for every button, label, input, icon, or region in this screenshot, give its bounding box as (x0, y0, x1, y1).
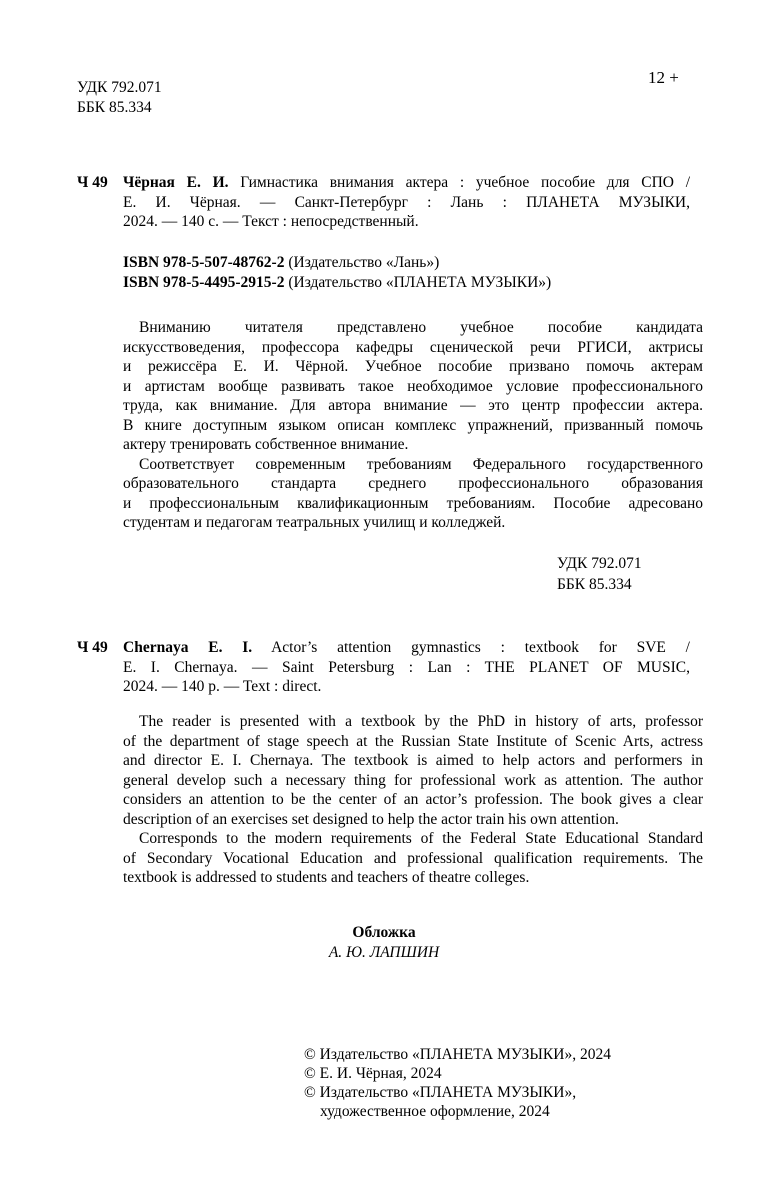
en-annotation-line: and director E. I. Chernaya. The textbook is aimed to help actors and performers in (123, 752, 703, 769)
copyright-line: © Е. И. Чёрная, 2024 (304, 1065, 442, 1082)
copyright-line: © Издательство «ПЛАНЕТА МУЗЫКИ», 2024 (304, 1046, 611, 1063)
ru-bibliographic-record (123, 173, 690, 232)
ru-annotation-line: образовательного стандарта среднего профессионального образования (123, 475, 703, 492)
age-rating: 12 + (648, 68, 679, 87)
cover-artist (0, 943, 768, 963)
isbn-lan-publisher: (Издательство «Лань») (288, 254, 440, 271)
ru-annotation-line: студентам и педагогам театральных училищ и колледжей. (123, 514, 506, 531)
ru-bbk: ББК 85.334 (557, 576, 632, 593)
copyright-block (304, 1045, 611, 1121)
cover-label-text: Обложка (352, 924, 416, 941)
isbn-lan: ISBN 978-5-507-48762-2 (123, 254, 285, 271)
en-annotation-line: The reader is presented with a textbook by the PhD in history of arts, professor (139, 713, 703, 730)
ru-annotation-line: искусствоведения, профессора кафедры сценической речи РГИСИ, актрисы (123, 338, 703, 356)
isbn-planeta-publisher: (Издательство «ПЛАНЕТА МУЗЫКИ») (288, 273, 552, 291)
ru-annotation-line: и артистам вообще развивать такое необходимое условие профессионального (123, 377, 703, 395)
en-author: Chernaya E. I. (123, 639, 253, 656)
en-classification-code: Ч 49 (77, 639, 108, 656)
en-record-line-2: E. I. Chernaya. — Saint Petersburg : Lan : THE PLANET OF MUSIC, (123, 658, 690, 676)
cover-label (0, 923, 768, 943)
ru-udk: УДК 792.071 (557, 555, 642, 572)
cover-artist-text: А. Ю. ЛАПШИН (328, 944, 440, 961)
ru-annotation-line: актеру тренировать собственное внимание. (123, 436, 409, 453)
ru-author: Чёрная Е. И. (123, 174, 229, 191)
ru-annotation (123, 318, 703, 533)
en-annotation-line: description of an exercises set designed to help the actor train his own attention. (123, 810, 619, 828)
isbn-planeta: ISBN 978-5-4495-2915-2 (123, 273, 285, 291)
isbn-block (123, 253, 551, 292)
ru-annotation-line: Вниманию читателя представлено учебное пособие кандидата (139, 319, 703, 336)
en-annotation-line: textbook is addressed to students and teachers of theatre colleges. (123, 869, 530, 886)
header-bbk: ББК 85.334 (77, 99, 152, 116)
en-annotation-line: considers an attention to be the center of an actor’s profession. The book gives a clear (123, 791, 703, 808)
en-annotation-line: of the department of stage speech at the Russian State Institute of Scenic Arts, actress (123, 732, 703, 750)
ru-annotation-line: и режиссёра Е. И. Чёрной. Учебное пособие призвано помочь актерам (123, 358, 703, 375)
en-bibliographic-record (123, 638, 690, 697)
ru-annotation-line: труда, как внимание. Для автора внимание — это центр профессии актера. (123, 397, 703, 414)
ru-record-line-3: 2024. — 140 с. — Текст : непосредственный. (123, 213, 419, 230)
copyright-line: художественное оформление, 2024 (320, 1103, 550, 1120)
en-title: Actor’s attention gymnastics : textbook for SVE / (271, 639, 690, 656)
ru-title: Гимнастика внимания актера : учебное пособие для СПО / (240, 174, 691, 191)
en-annotation-line: general develop such a necessary thing for professional work as attention. The author (123, 771, 703, 789)
ru-annotation-line: Соответствует современным требованиям Федерального государственного (139, 455, 703, 473)
header-udk: УДК 792.071 (77, 79, 162, 96)
en-annotation-line: of Secondary Vocational Education and professional qualification requirements. The (123, 849, 703, 867)
ru-record-line-2: Е. И. Чёрная. — Санкт-Петербург : Лань : ПЛАНЕТА МУЗЫКИ, (123, 193, 690, 211)
ru-annotation-line: В книге доступным языком описан комплекс упражнений, призванный помочь (123, 416, 703, 434)
en-annotation (123, 712, 703, 888)
en-record-line-3: 2024. — 140 p. — Text : direct. (123, 678, 322, 695)
copyright-line: © Издательство «ПЛАНЕТА МУЗЫКИ», (304, 1084, 577, 1101)
ru-classification-code: Ч 49 (77, 174, 108, 191)
en-annotation-line: Corresponds to the modern requirements of the Federal State Educational Standard (139, 830, 703, 847)
ru-annotation-line: и профессиональным квалификационным требованиям. Пособие адресовано (123, 494, 703, 512)
